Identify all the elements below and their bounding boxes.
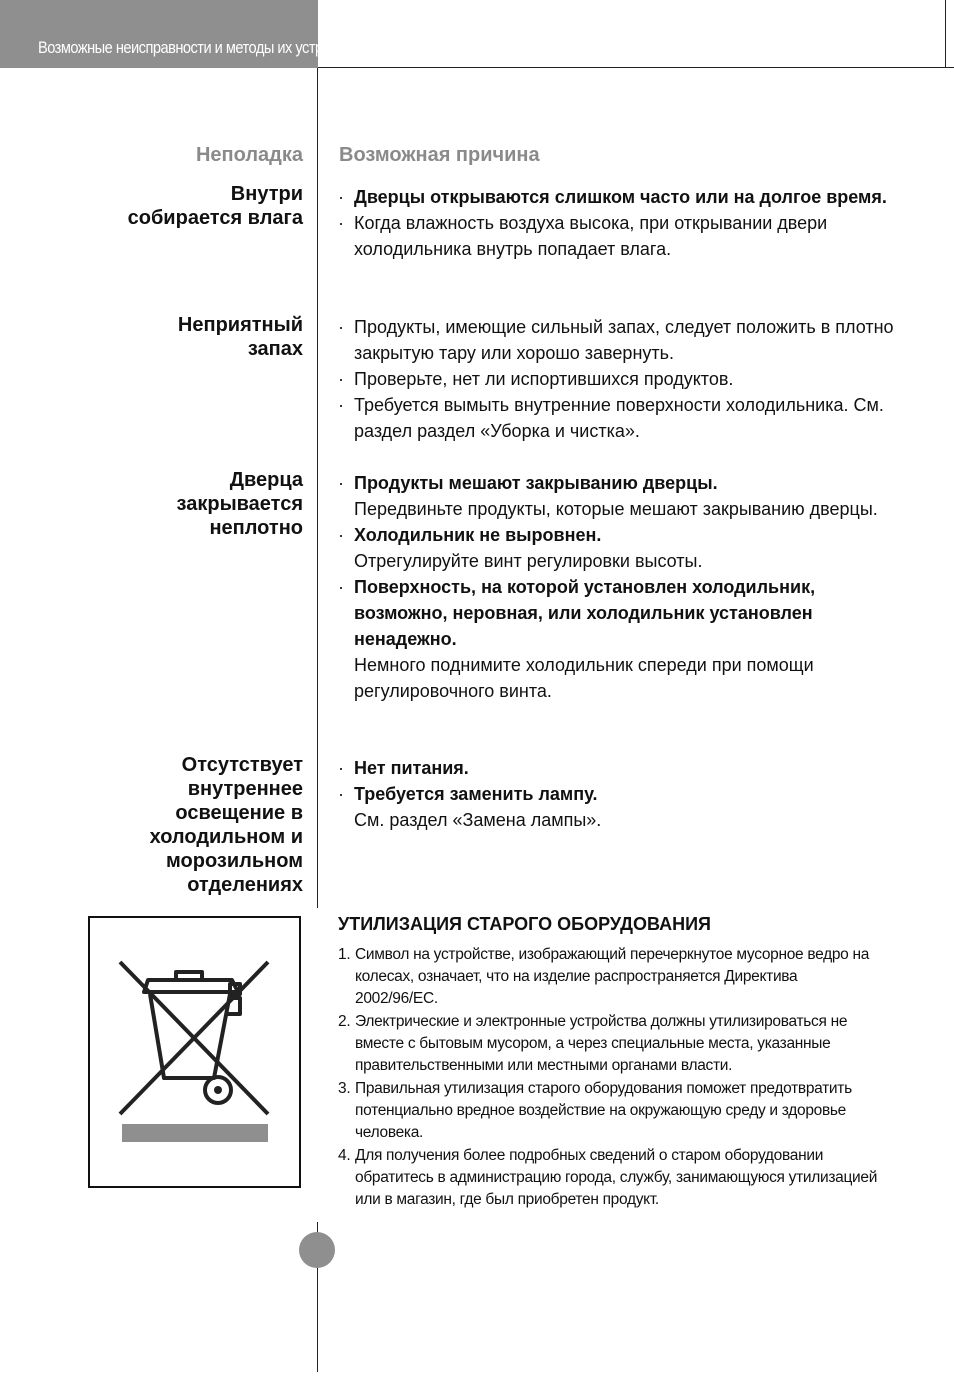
cause-text: Немного поднимите холодильник спереди при помощи регулировочного винта. (354, 655, 814, 701)
cause-list (338, 755, 898, 833)
problem-line: запах (247, 338, 303, 360)
bullet-icon: · (338, 369, 344, 389)
item-number: 3. (338, 1080, 351, 1097)
item-number: 1. (338, 946, 351, 963)
cause-item (338, 522, 898, 574)
column-heading-problem: Неполадка (195, 144, 303, 166)
cause-bold: Требуется заменить лампу. (354, 784, 598, 804)
cause-bold: Холодильник не выровнен. (354, 525, 602, 545)
bullet-icon: · (338, 525, 344, 545)
cause-item (338, 314, 898, 366)
cause-bold: Дверцы открываются слишком часто или на долгое время. (354, 187, 887, 207)
problem-line: отделениях (187, 874, 303, 896)
cause-item (338, 470, 898, 522)
cause-item (338, 392, 898, 444)
cause-item (338, 781, 898, 833)
item-text: Электрические и электронные устройства должны утилизироваться не вместе с бытовым мусором, а через специальные места, указанные правительственными или местными органами власти. (355, 1013, 848, 1074)
page-marker (299, 1232, 335, 1268)
problem-line: освещение в (175, 802, 303, 824)
header-right-edge (945, 0, 946, 68)
header-tab (0, 0, 369, 68)
problem-line: Отсутствует (181, 754, 303, 776)
cause-list (338, 470, 898, 704)
item-number: 2. (338, 1013, 351, 1030)
problem-label (63, 313, 303, 361)
problem-line: Дверца (229, 469, 303, 491)
problem-line: закрывается (176, 493, 303, 515)
item-text: Правильная утилизация старого оборудования поможет предотвратить потенциально вредное воздействие на окружающую среду и здоровье человека. (355, 1080, 852, 1141)
cause-item (338, 574, 898, 704)
problem-line: Неприятный (177, 314, 303, 336)
disposal-symbol-box (88, 916, 301, 1188)
item-number: 4. (338, 1147, 351, 1164)
cause-item (338, 184, 898, 210)
problem-line: внутреннее (187, 778, 303, 800)
column-heading-cause: Возможная причина (339, 144, 540, 166)
problem-label (63, 468, 303, 540)
problem-line: неплотно (209, 517, 303, 539)
cause-text: См. раздел «Замена лампы». (354, 810, 602, 830)
item-text: Для получения более подробных сведений о старом оборудовании обратитесь в администрацию города, службу, занимающуюся утилизацией или в магазин, где был приобретен продукт. (355, 1147, 878, 1208)
bullet-icon: · (338, 187, 344, 207)
bullet-icon: · (338, 784, 344, 804)
disposal-title: УТИЛИЗАЦИЯ СТАРОГО ОБОРУДОВАНИЯ (338, 914, 711, 934)
cause-text: Продукты, имеющие сильный запах, следует положить в плотно закрытую тару или хорошо завернуть. (354, 317, 894, 363)
disposal-item (338, 1011, 878, 1077)
disposal-item (338, 1145, 878, 1211)
cause-list (338, 184, 898, 262)
item-text: Символ на устройстве, изображающий перечеркнутое мусорное ведро на колесах, означает, что на изделие распространяется Директива 2002/96/EC. (355, 946, 870, 1007)
cause-bold: Нет питания. (354, 758, 469, 778)
column-divider (317, 68, 318, 908)
bullet-icon: · (338, 473, 344, 493)
cause-item (338, 210, 898, 262)
cause-bold: Поверхность, на которой установлен холодильник, возможно, неровная, или холодильник установлен ненадежно. (354, 577, 816, 649)
bullet-icon: · (338, 758, 344, 778)
header-title: Возможные неисправности и методы их устранения (38, 38, 369, 57)
problem-line: собирается влага (127, 207, 303, 229)
cause-text: Когда влажность воздуха высока, при открывании двери холодильника внутрь попадает влага. (354, 213, 828, 259)
disposal-list (338, 944, 878, 1212)
cause-text: Требуется вымыть внутренние поверхности холодильника. См. раздел раздел «Уборка и чистка». (354, 395, 884, 441)
cause-text: Проверьте, нет ли испортившихся продуктов. (354, 369, 734, 389)
problem-label (63, 182, 303, 230)
cause-text: Отрегулируйте винт регулировки высоты. (354, 551, 703, 571)
cause-item (338, 755, 898, 781)
cause-text: Передвиньте продукты, которые мешают закрыванию дверцы. (354, 499, 878, 519)
crossed-out-wheelie-bin-icon (90, 918, 299, 1186)
disposal-item (338, 944, 878, 1010)
problem-line: холодильном и (149, 826, 303, 848)
problem-line: Внутри (230, 183, 303, 205)
bullet-icon: · (338, 577, 344, 597)
bullet-icon: · (338, 317, 344, 337)
bullet-icon: · (338, 213, 344, 233)
cause-list (338, 314, 898, 444)
problem-label (63, 753, 303, 897)
problem-line: морозильном (166, 850, 303, 872)
cause-item (338, 366, 898, 392)
header-divider (318, 67, 954, 68)
disposal-item (338, 1078, 878, 1144)
cause-bold: Продукты мешают закрыванию дверцы. (354, 473, 718, 493)
bullet-icon: · (338, 395, 344, 415)
